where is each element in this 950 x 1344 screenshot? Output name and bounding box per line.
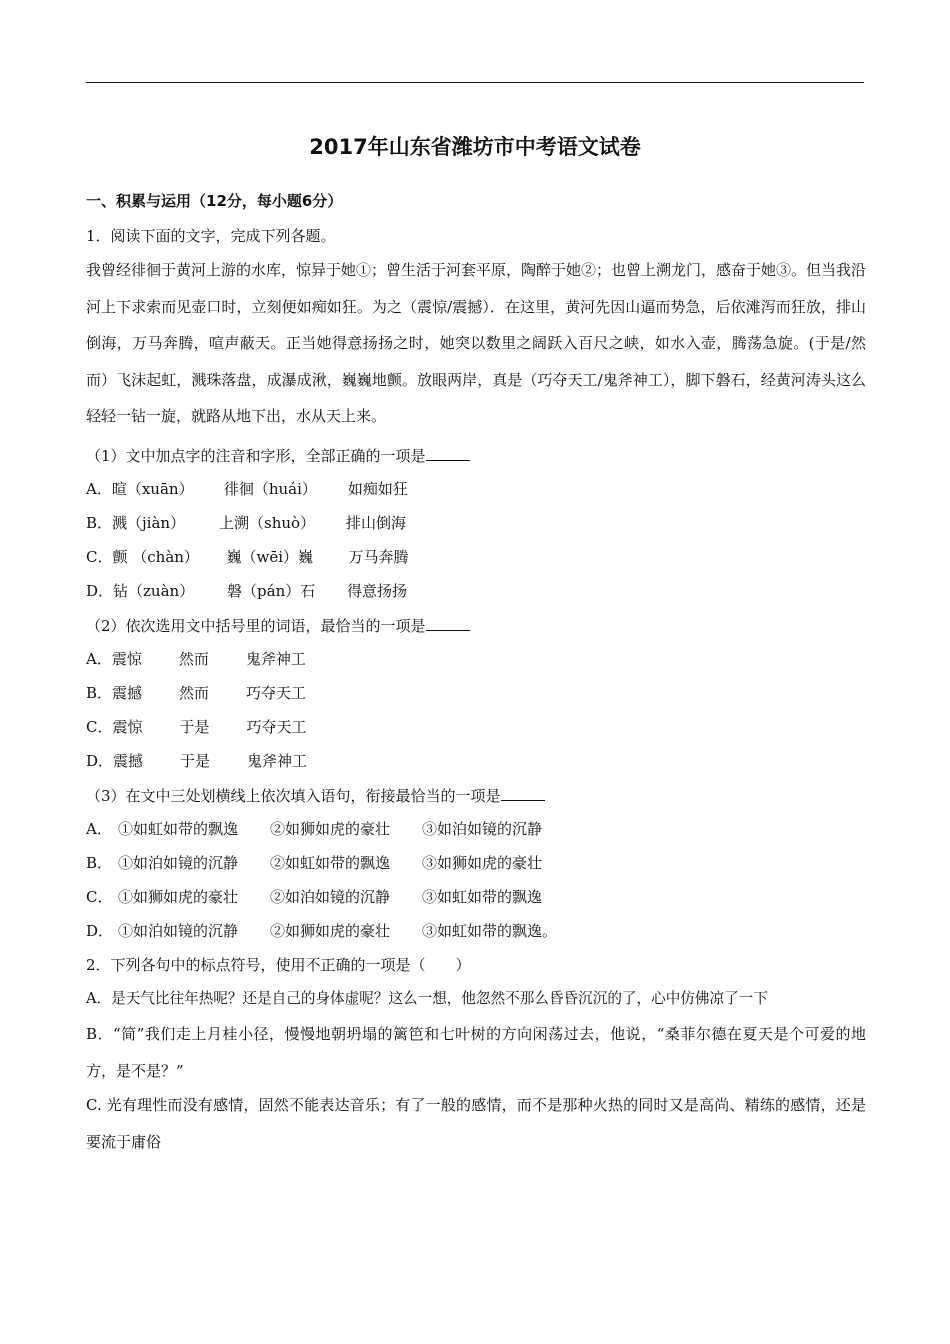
option-part-a: ①如虹如带的飘逸 (118, 820, 239, 838)
option-part-c: 排山倒海 (346, 514, 407, 532)
option-part-c: ③如虹如带的飘逸 (422, 888, 543, 906)
option-letter: B． (86, 514, 113, 532)
option-part-c: 得意扬扬 (347, 582, 408, 600)
header-rule (86, 82, 864, 83)
option-part-a: 暄（xuān） (111, 480, 194, 498)
option-part-b: 于是 (180, 752, 211, 770)
option-part-a: 震惊 (111, 650, 142, 668)
page-title: 2017年山东省潍坊市中考语文试卷 (309, 135, 641, 159)
option-part-b: 然而 (178, 650, 209, 668)
option-letter: D． (86, 752, 114, 770)
option-letter: A． (86, 480, 112, 498)
option-part-a: 溅（jiàn） (112, 514, 186, 532)
option-part-c: ③如虹如带的飘逸。 (422, 922, 558, 940)
option-part-a: 钻（zuàn） (113, 582, 195, 600)
option-letter: B． (86, 854, 113, 872)
option-row (86, 682, 306, 704)
option-row (86, 750, 307, 772)
option-part-b: 于是 (179, 718, 210, 736)
option-part-c: 如痴如狂 (347, 480, 408, 498)
option-part-b: 徘徊（huái） (223, 480, 317, 498)
question-2-option-b: B．“简”我们走上月桂小径，慢慢地朝坍塌的篱笆和七叶树的方向闲荡过去，他说，“桑菲尔德在夏天是个可爱的地方，是不是？” (86, 1025, 866, 1080)
option-part-c: 巧夺天工 (246, 684, 307, 702)
option-row (86, 852, 542, 874)
option-row (86, 478, 408, 500)
option-part-c: ③如狮如虎的豪壮 (422, 854, 543, 872)
sub-question-2 (86, 614, 470, 637)
option-part-b: ②如狮如虎的豪壮 (270, 820, 391, 838)
option-part-a: 颤 （chàn） (112, 548, 199, 566)
answer-blank (426, 444, 470, 461)
question-2-stem: 2．下列各句中的标点符号，使用不正确的一项是（ ） (86, 956, 471, 974)
option-part-c: 鬼斧神工 (247, 752, 308, 770)
option-part-c: 巧夺天工 (246, 718, 307, 736)
option-part-b: 巍（wēi）巍 (226, 548, 313, 566)
option-letter: C． (86, 888, 113, 906)
option-part-b: 上溯（shuò） (219, 514, 316, 532)
answer-blank (426, 614, 470, 631)
option-letter: A． (86, 650, 112, 668)
option-part-a: ①如泊如镜的沉静 (118, 922, 239, 940)
option-part-b: ②如泊如镜的沉静 (270, 888, 391, 906)
option-letter: B． (86, 684, 113, 702)
answer-blank (501, 784, 545, 801)
option-row (86, 716, 307, 738)
option-row (86, 546, 409, 568)
option-part-c: 万马奔腾 (348, 548, 409, 566)
option-row (86, 512, 406, 534)
sub-question-1-stem: （1）文中加点字的注音和字形，全部正确的一项是 (86, 447, 426, 465)
option-part-c: ③如泊如镜的沉静 (422, 820, 543, 838)
option-row (86, 920, 557, 942)
option-letter: C． (86, 718, 113, 736)
option-row (86, 818, 542, 840)
option-part-b: 然而 (179, 684, 210, 702)
sub-question-3 (86, 784, 545, 807)
sub-question-2-stem: （2）依次选用文中括号里的词语，最恰当的一项是 (86, 617, 426, 635)
sub-question-3-stem: （3）在文中三处划横线上依次填入语句，衔接最恰当的一项是 (86, 787, 501, 805)
question-2-option-c: C. 光有理性而没有感情，固然不能表达音乐；有了一般的感情，而不是那种火热的同时又是高尚、精练的感情，还是要流于庸俗 (86, 1096, 866, 1151)
question-2-option-a: A．是天气比往年热呢？还是自己的身体虚呢？这么一想，他忽然不那么昏昏沉沉的了，心中仿佛凉了一下 (86, 990, 768, 1007)
option-part-a: ①如狮如虎的豪壮 (118, 888, 239, 906)
option-part-c: 鬼斧神工 (245, 650, 306, 668)
option-letter: D． (86, 922, 114, 940)
option-part-a: 震撼 (112, 684, 143, 702)
option-row (86, 886, 542, 908)
option-letter: C． (86, 548, 113, 566)
question-1-stem: 1．阅读下面的文字，完成下列各题。 (86, 227, 336, 245)
option-part-b: 磐（pán）石 (227, 582, 316, 600)
option-part-b: ②如狮如虎的豪壮 (270, 922, 391, 940)
option-part-a: 震惊 (112, 718, 143, 736)
question-1-passage: 我曾经徘徊于黄河上游的水库，惊异于她①；曾生活于河套平原，陶醉于她②；也曾上溯龙门，感奋于她③。但当我沿河上下求索而见壶口时，立刻便如痴如狂。为之（震惊/震撼）．在这里，黄河先因山逼而势急，后依滩泻而狂放，排山倒海，万马奔腾，喧声蔽天。正当她得意扬扬之时，她突以数里之阔跃入百尺之峡，如水入壶，腾荡急旋。(于是/然而）飞沫起虹，溅珠落盘，成瀑成湫，巍巍地颤。放眼两岸，真是（巧夺天工/鬼斧神工），脚下磐石，经黄河涛头这么轻轻一钻一旋，就路从地下出，水从天上来。 (86, 261, 867, 425)
option-part-b: ②如虹如带的飘逸 (270, 854, 391, 872)
sub-question-1 (86, 444, 470, 467)
option-part-a: ①如泊如镜的沉静 (118, 854, 239, 872)
option-part-a: 震撼 (113, 752, 144, 770)
option-row (86, 580, 407, 602)
section-heading: 一、积累与运用（12分，每小题6分） (86, 192, 343, 210)
option-letter: A． (86, 820, 112, 838)
option-row (86, 648, 306, 670)
option-letter: D． (86, 582, 114, 600)
